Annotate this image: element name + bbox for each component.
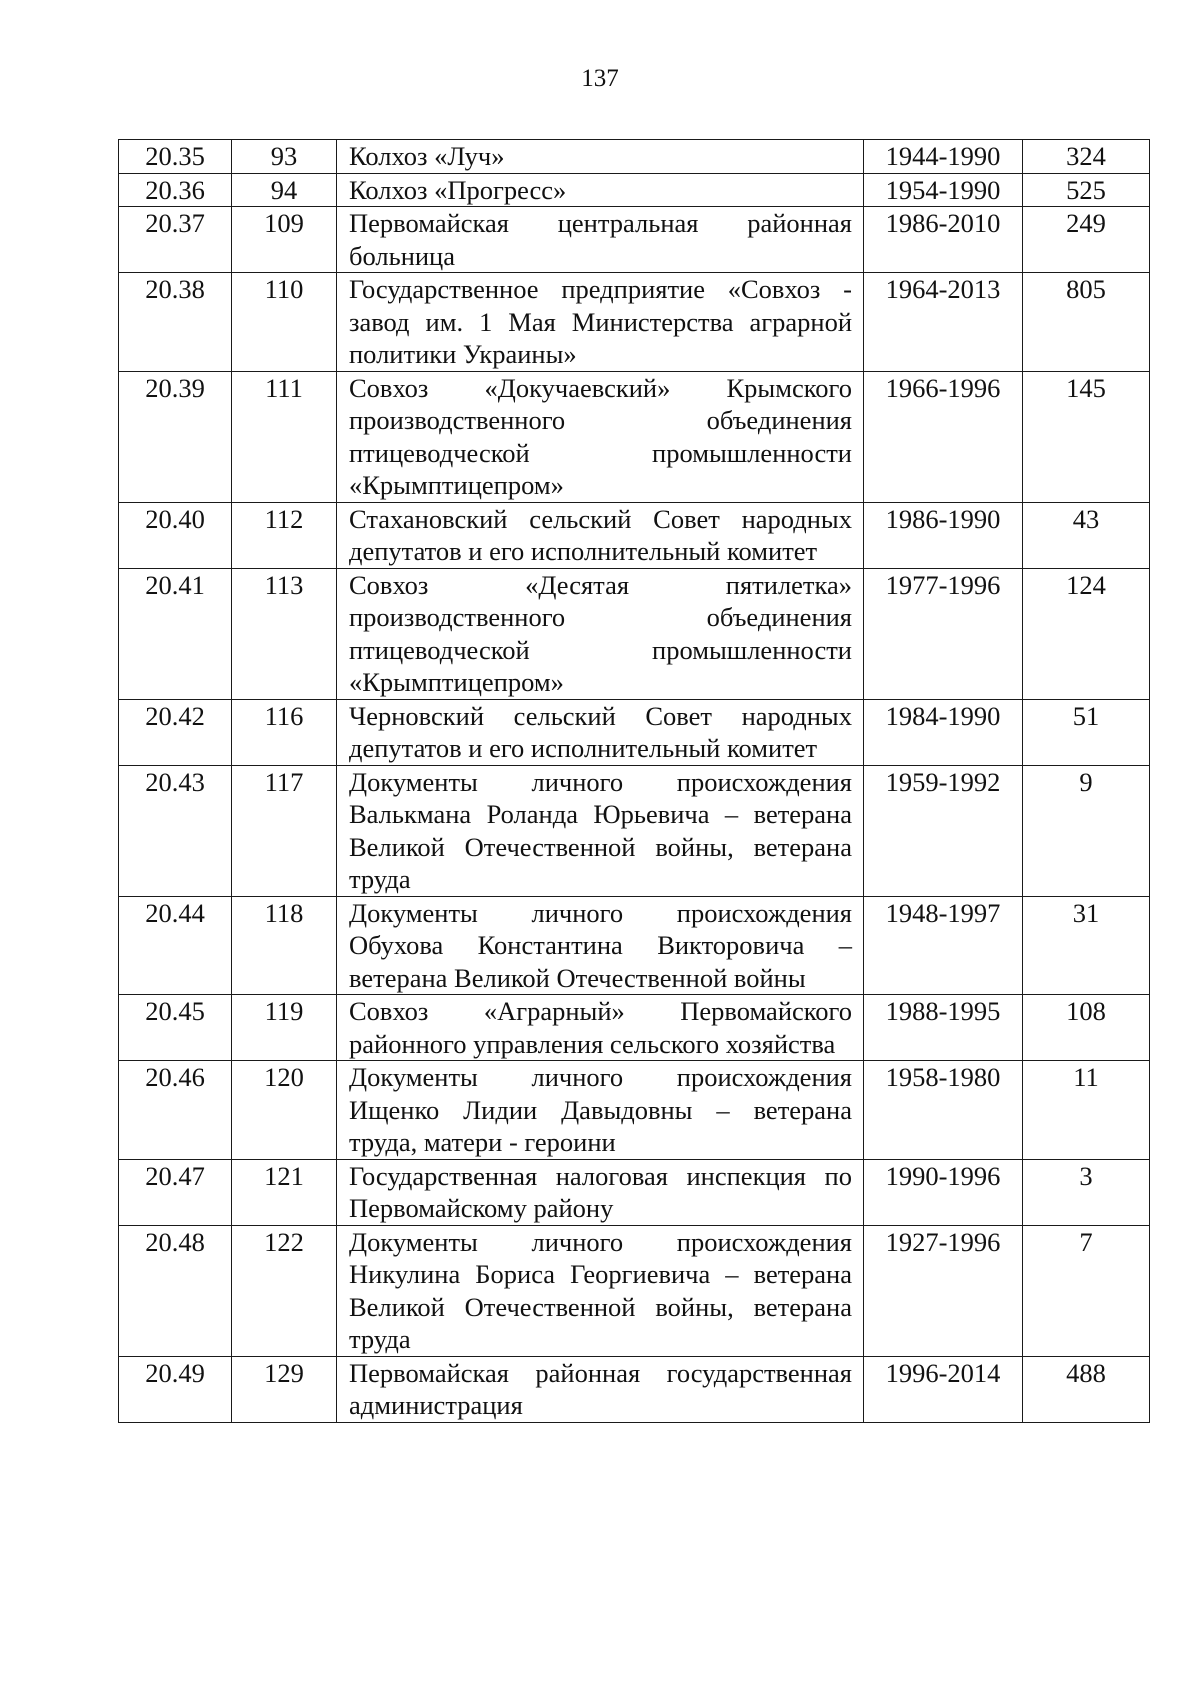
fund-number-cell: 129 [232, 1356, 337, 1422]
record-number-cell: 20.42 [119, 699, 232, 765]
fund-number-cell: 109 [232, 207, 337, 273]
file-count-cell: 249 [1023, 207, 1150, 273]
fund-number-cell: 119 [232, 995, 337, 1061]
fund-number-cell: 111 [232, 371, 337, 502]
fund-name-cell: Совхоз «Десятая пятилетка» производственного объединения птицеводческой промышленности «Крымптицепром» [337, 568, 864, 699]
record-number-cell: 20.35 [119, 140, 232, 174]
fund-number-cell: 120 [232, 1061, 337, 1160]
table-row [119, 173, 1150, 207]
date-range-cell: 1986-2010 [864, 207, 1023, 273]
fund-number-cell: 121 [232, 1159, 337, 1225]
record-number-cell: 20.46 [119, 1061, 232, 1160]
record-number-cell: 20.45 [119, 995, 232, 1061]
table-row [119, 502, 1150, 568]
fund-number-cell: 122 [232, 1225, 337, 1356]
file-count-cell: 7 [1023, 1225, 1150, 1356]
file-count-cell: 43 [1023, 502, 1150, 568]
table-row [119, 1356, 1150, 1422]
date-range-cell: 1958-1980 [864, 1061, 1023, 1160]
record-number-cell: 20.41 [119, 568, 232, 699]
file-count-cell: 9 [1023, 765, 1150, 896]
fund-name-cell: Документы личного происхождения Ищенко Лидии Давыдовны – ветерана труда, матери - героини [337, 1061, 864, 1160]
fund-name-cell: Документы личного происхождения Обухова Константина Викторовича – ветерана Великой Отечественной войны [337, 896, 864, 995]
record-number-cell: 20.37 [119, 207, 232, 273]
file-count-cell: 31 [1023, 896, 1150, 995]
record-number-cell: 20.38 [119, 273, 232, 372]
table-row [119, 568, 1150, 699]
table-row [119, 1225, 1150, 1356]
file-count-cell: 3 [1023, 1159, 1150, 1225]
fund-name-cell: Государственное предприятие «Совхоз - завод им. 1 Мая Министерства аграрной политики Украины» [337, 273, 864, 372]
table-row [119, 207, 1150, 273]
file-count-cell: 51 [1023, 699, 1150, 765]
file-count-cell: 805 [1023, 273, 1150, 372]
table-body [119, 140, 1150, 1423]
date-range-cell: 1966-1996 [864, 371, 1023, 502]
fund-number-cell: 116 [232, 699, 337, 765]
fund-name-cell: Совхоз «Аграрный» Первомайского районного управления сельского хозяйства [337, 995, 864, 1061]
fund-name-cell: Документы личного происхождения Валькмана Роланда Юрьевича – ветерана Великой Отечественной войны, ветерана труда [337, 765, 864, 896]
record-number-cell: 20.43 [119, 765, 232, 896]
date-range-cell: 1996-2014 [864, 1356, 1023, 1422]
fund-name-cell: Колхоз «Луч» [337, 140, 864, 174]
table-row [119, 140, 1150, 174]
file-count-cell: 11 [1023, 1061, 1150, 1160]
table-row [119, 1159, 1150, 1225]
date-range-cell: 1948-1997 [864, 896, 1023, 995]
table-row [119, 995, 1150, 1061]
file-count-cell: 324 [1023, 140, 1150, 174]
record-number-cell: 20.49 [119, 1356, 232, 1422]
record-number-cell: 20.47 [119, 1159, 232, 1225]
fund-number-cell: 112 [232, 502, 337, 568]
record-number-cell: 20.40 [119, 502, 232, 568]
fund-number-cell: 113 [232, 568, 337, 699]
date-range-cell: 1927-1996 [864, 1225, 1023, 1356]
fund-name-cell: Черновский сельский Совет народных депутатов и его исполнительный комитет [337, 699, 864, 765]
fund-name-cell: Документы личного происхождения Никулина Бориса Георгиевича – ветерана Великой Отечественной войны, ветерана труда [337, 1225, 864, 1356]
table-row [119, 699, 1150, 765]
date-range-cell: 1977-1996 [864, 568, 1023, 699]
table-row [119, 1061, 1150, 1160]
fund-number-cell: 117 [232, 765, 337, 896]
date-range-cell: 1959-1992 [864, 765, 1023, 896]
date-range-cell: 1988-1995 [864, 995, 1023, 1061]
fund-name-cell: Совхоз «Докучаевский» Крымского производственного объединения птицеводческой промышленности «Крымптицепром» [337, 371, 864, 502]
fund-number-cell: 118 [232, 896, 337, 995]
fund-number-cell: 110 [232, 273, 337, 372]
file-count-cell: 108 [1023, 995, 1150, 1061]
date-range-cell: 1984-1990 [864, 699, 1023, 765]
file-count-cell: 525 [1023, 173, 1150, 207]
file-count-cell: 124 [1023, 568, 1150, 699]
archive-funds-table [118, 139, 1150, 1423]
date-range-cell: 1990-1996 [864, 1159, 1023, 1225]
record-number-cell: 20.44 [119, 896, 232, 995]
file-count-cell: 488 [1023, 1356, 1150, 1422]
record-number-cell: 20.36 [119, 173, 232, 207]
fund-name-cell: Первомайская центральная районная больница [337, 207, 864, 273]
fund-number-cell: 93 [232, 140, 337, 174]
page-number: 137 [581, 65, 619, 92]
table-row [119, 273, 1150, 372]
date-range-cell: 1954-1990 [864, 173, 1023, 207]
table-row [119, 896, 1150, 995]
file-count-cell: 145 [1023, 371, 1150, 502]
date-range-cell: 1964-2013 [864, 273, 1023, 372]
table-row [119, 765, 1150, 896]
date-range-cell: 1986-1990 [864, 502, 1023, 568]
record-number-cell: 20.39 [119, 371, 232, 502]
fund-name-cell: Государственная налоговая инспекция по Первомайскому району [337, 1159, 864, 1225]
record-number-cell: 20.48 [119, 1225, 232, 1356]
fund-number-cell: 94 [232, 173, 337, 207]
fund-name-cell: Стахановский сельский Совет народных депутатов и его исполнительный комитет [337, 502, 864, 568]
fund-name-cell: Колхоз «Прогресс» [337, 173, 864, 207]
date-range-cell: 1944-1990 [864, 140, 1023, 174]
fund-name-cell: Первомайская районная государственная администрация [337, 1356, 864, 1422]
table-row [119, 371, 1150, 502]
